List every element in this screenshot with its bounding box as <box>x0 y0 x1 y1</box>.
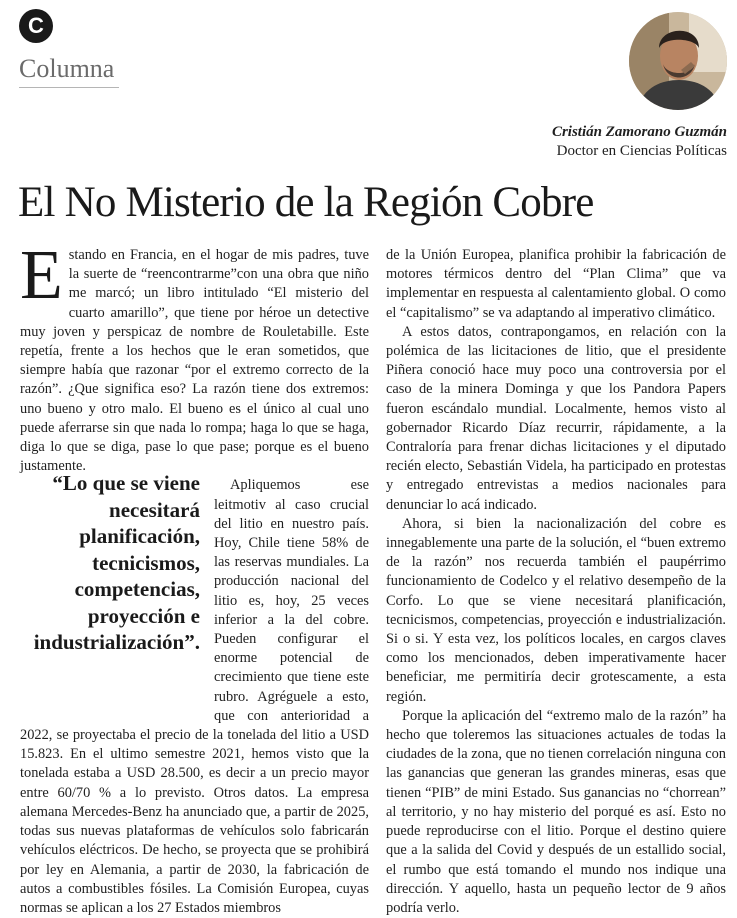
article-column-right <box>386 246 726 918</box>
author-name: Cristián Zamorano Guzmán <box>551 124 727 140</box>
article-paragraph-3: de la Unión Europea, planifica prohibir la fabricación de motores térmicos dentro del “Plan Clima” que va implementar en respuesta al calentamiento global. O como el “capitalismo” se va adaptando al imperativo climático. <box>386 247 726 321</box>
article-paragraph-4: A estos datos, contrapongamos, en relación con la polémica de las licitaciones de litio, que el presidente Piñera conoció hace muy poco una controversia por el caso de la minera Dominga y que los Pandora Papers fueron escándalo mundial. Localmente, hemos visto al gobernador Ricardo Díaz recurrir, rápidamente, a la Contraloría para frenar dichas licitaciones y el diputado recién electo, Sebastián Videla, ha participado en protestas y entregado entrevistas a medios nacionales para denunciar lo acá indicado. <box>386 323 726 513</box>
column-badge: C <box>19 9 53 43</box>
headline: El No Misterio de la Región Cobre <box>18 179 594 226</box>
article-paragraph-6: Porque la aplicación del “extremo malo de la razón” ha hecho que toleremos las situaciones actuales de todas la ciudades de la zona, que no tienen correlación ninguna con las ganancias que generan las grandes mineras, esas que tienen “PIB” de mini Estado. Sus ganancias no “chorrean” al territorio, y no hay misterio del porqué es así. Esto no puede reproducirse con el litio. Porque el destino quiere que a la salida del Covid y después de un estallido social, el rumbo que está tomando el mundo nos indique una dirección. Y aquello, hasta un pequeño lector de 9 años podría verlo. <box>386 707 726 916</box>
author-portrait-icon <box>629 12 727 110</box>
section-label: Columna <box>19 54 115 83</box>
drop-cap: E <box>20 237 63 314</box>
pull-quote: “Lo que se viene necesitará planificación, tecnicismos, competencias, proyección e industrialización”. <box>33 471 200 654</box>
article-paragraph-5: Ahora, si bien la nacionalización del cobre es innegablemente una parte de la solución, el “buen extremo de la razón” nos recuerda también el paupérrimo funcionamiento de Codelco y el relativo desempeño de la Corfo. Lo que se viene necesitará planificación, tecnicismos, competencias, proyección e industrialización. Si o si. Y esta vez, los políticos locales, en cargos claves como los mencionados, deben imperativamente hacer beneficiar, me permitiría decir grotescamente, a esta región. <box>386 515 726 705</box>
section-divider <box>19 87 119 88</box>
paragraph-text: Apliquemos ese leitmotiv al caso crucial del litio en nuestro país. Hoy, Chile tiene 58% de las reservas mundiales. La producción nacional del litio es, hoy, 25 veces inferior a la del cobre. Pueden configurar el enorme potencial de crecimiento que tiene este rubro. Agréguele a esto, que con anterioridad a 2022, se proyectaba el precio de la tonelada del litio a USD 15.823. En el ultimo semestre 2021, hemos visto que la tonelada estaba a USD 28.500, es decir a un precio mayor entre 60/70 % a lo previsto. Otros datos. La empresa alemana Mercedes-Benz ha anunciado que, a partir de 2025, todas sus nuevas plataformas de vehículos solo fabricarán vehículos eléctricos. De hecho, se proyecta que se prohibirá por ley en Alemania, a partir de 2030, la fabricación de autos a combustibles fósiles. La Comisión Europea, cuyas normas se aplican a los 27 Estados miembros <box>20 477 369 916</box>
author-photo <box>629 12 727 110</box>
paragraph-text: stando en Francia, en el hogar de mis padres, tuve la suerte de “reencontrarme”con una obra que niño me marcó; un libro intitulado “El misterio del cuarto amarillo”, que tiene por héroe un detective muy joven y perspicaz de nombre de Rouletabille. Este repetía, frente a los hechos que le eran sometidos, que siempre había que razonar “por el extremo correcto de la razón”. ¿Que significa eso? La razón tiene dos extremos: uno bueno y otro malo. El bueno es el único al cual uno puede aferrarse sin que nada lo rompa; haga lo que se haga, diga lo que se diga, pase lo que pase; porque es el bueno justamente. <box>20 247 369 475</box>
article-paragraph-1 <box>20 237 369 476</box>
author-role: Doctor en Ciencias Políticas <box>556 143 727 159</box>
